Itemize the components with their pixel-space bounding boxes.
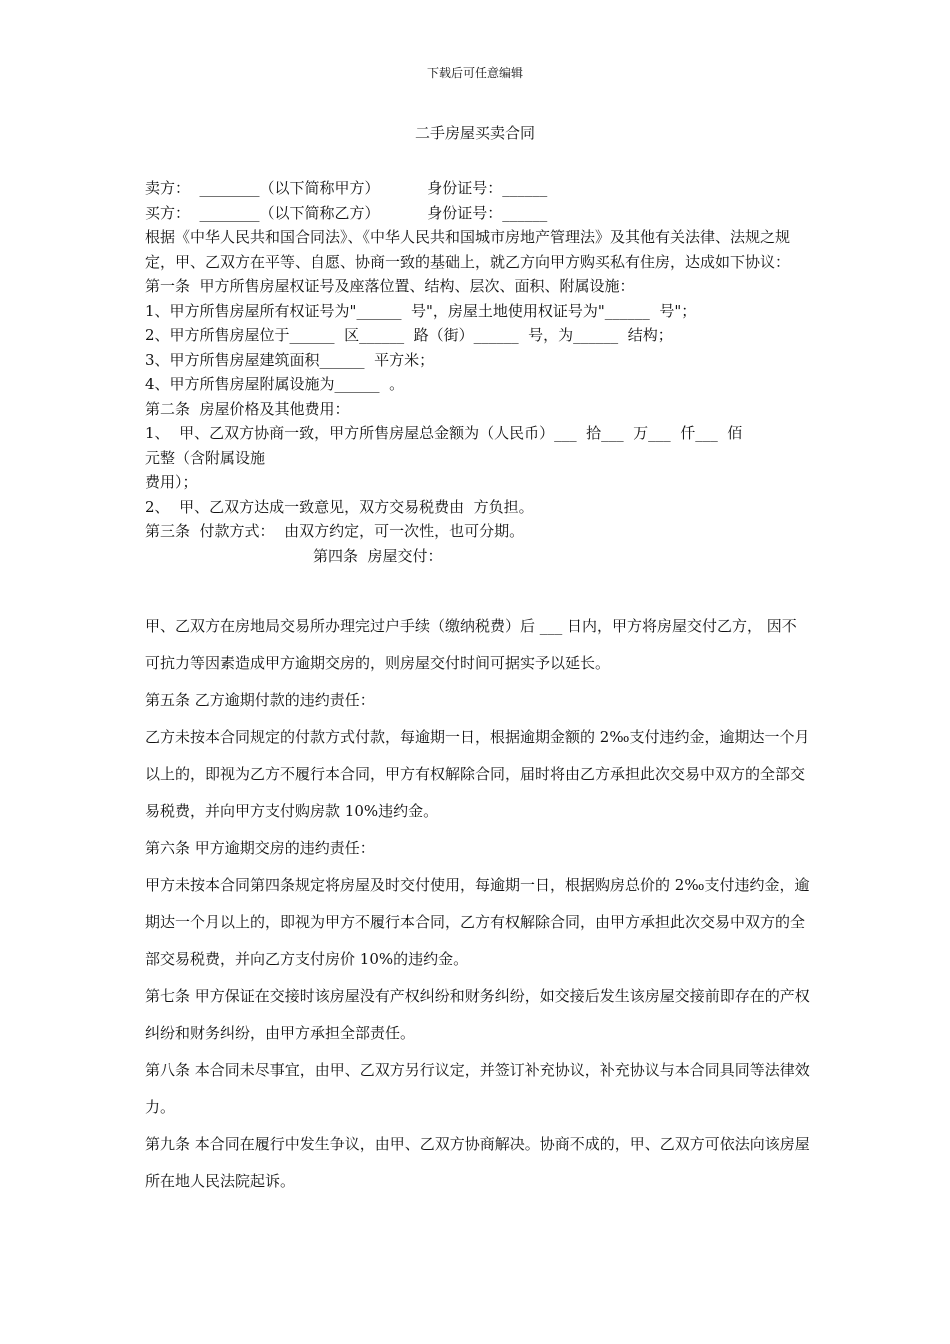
article-1-item: 3、甲方所售房屋建筑面积______ 平方米； xyxy=(145,350,435,369)
article-5-text: 乙方未按本合同规定的付款方式付款，每逾期一日，根据逾期金额的 2‰支付违约金，逾期达一个月以上的，即视为乙方不履行本合同，甲方有权解除合同，届时将由乙方承担此次交易中双方的全部交易税费，并向甲方支付购房款 10%违约金。 xyxy=(145,728,810,820)
contract-upper-section xyxy=(145,176,810,568)
article-2-item-2: 2、 甲、乙双方达成一致意见，双方交易税费由 方负担。 xyxy=(145,497,534,516)
article-1-title: 第一条 甲方所售房屋权证号及座落位置、结构、层次、面积、附属设施： xyxy=(145,277,635,295)
article-4-title: 第四条 房屋交付： xyxy=(313,546,443,565)
buyer-line: 买方： ________（以下简称乙方） 身份证号：______ xyxy=(145,203,548,222)
article-8: 第八条 本合同未尽事宜，由甲、乙双方另行议定，并签订补充协议，补充协议与本合同具同等法律效力。 xyxy=(145,1061,810,1116)
article-5-title: 第五条 乙方逾期付款的违约责任： xyxy=(145,691,375,709)
article-2-title: 第二条 房屋价格及其他费用： xyxy=(145,399,350,418)
article-2-item-1-cont: 元整（含附属设施 xyxy=(145,448,266,467)
article-2-item-1-cont: 费用）； xyxy=(145,473,198,491)
seller-line: 卖方： ________（以下简称甲方） 身份证号：______ xyxy=(145,179,548,197)
page-header: 下载后可任意编辑 xyxy=(426,66,523,80)
document-title: 二手房屋买卖合同 xyxy=(414,124,535,142)
article-1-item: 1、甲方所售房屋所有权证号为"______ 号"，房屋土地使用权证号为"______ 号"； xyxy=(145,301,697,320)
article-4-text: 甲、乙双方在房地局交易所办理完过户手续（缴纳税费）后 ___ 日内，甲方将房屋交付乙方， 因不可抗力等因素造成甲方逾期交房的，则房屋交付时间可据实予以延长。 xyxy=(145,617,797,672)
preamble-paragraph: 根据《中华人民共和国合同法》、《中华人民共和国城市房地产管理法》及其他有关法律、法规之规定，甲、乙双方在平等、自愿、协商一致的基础上，就乙方向甲方购买私有住房，达成如下协议： xyxy=(145,228,791,271)
article-6-text: 甲方未按本合同第四条规定将房屋及时交付使用，每逾期一日，根据购房总价的 2‰支付违约金，逾期达一个月以上的，即视为甲方不履行本合同，乙方有权解除合同，由甲方承担此次交易中双方的全部交易税费，并向乙方支付房价 10%的违约金。 xyxy=(145,876,810,968)
article-9: 第九条 本合同在履行中发生争议，由甲、乙双方协商解决。协商不成的，甲、乙双方可依法向该房屋所在地人民法院起诉。 xyxy=(145,1135,810,1190)
article-1-item: 2、甲方所售房屋位于______ 区______ 路（街）______ 号，为______ 结构； xyxy=(145,326,673,344)
article-6-title: 第六条 甲方逾期交房的违约责任： xyxy=(145,839,375,857)
article-7: 第七条 甲方保证在交接时该房屋没有产权纠纷和财务纠纷，如交接后发生该房屋交接前即存在的产权纠纷和财务纠纷，由甲方承担全部责任。 xyxy=(145,987,810,1042)
contract-lower-section xyxy=(145,608,810,1200)
article-1-item: 4、甲方所售房屋附属设施为______ 。 xyxy=(145,375,405,393)
article-2-item-1: 1、 甲、乙双方协商一致，甲方所售房屋总金额为（人民币）___ 拾___ 万___ 仟___ 佰 xyxy=(145,424,743,442)
article-3: 第三条 付款方式： 由双方约定，可一次性，也可分期。 xyxy=(145,522,525,540)
